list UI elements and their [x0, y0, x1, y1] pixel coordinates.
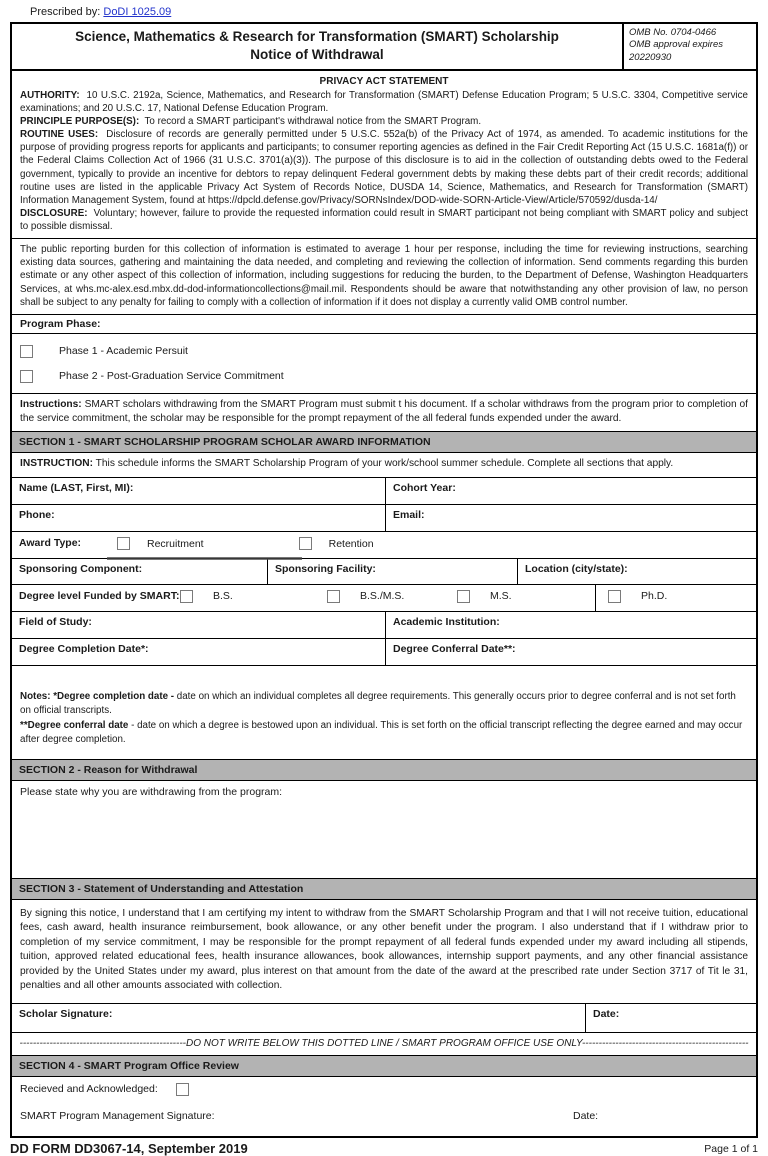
burden-text: The public reporting burden for this collection of information is estimated to average 1 hour per response, including the time for reviewing instructions, searching existing data sources, gathering and maintaining the data needed, and completing and reviewing the collection of information. Send comments regarding this burden estimate or any other aspect of this collection of information, including suggestions for reducing the burden, to the Department of Defense, Washington Headquarters Services, at whs.mc-alex.esd.mbx.dd-dod-informationcollections@mail.mil. Respondents should be aware that notwithstanding any other provision of law, no person shall be subject to any penalty for failing to comply with a collection of information if it does not display a currently valid OMB control number. [20, 244, 748, 308]
email-field[interactable]: Email: [385, 505, 756, 531]
degree-phd-label: Ph.D. [641, 590, 668, 603]
degree-level-label: Degree level Funded by SMART: [19, 590, 180, 603]
purpose-label: PRINCIPLE PURPOSE(S): [20, 116, 140, 128]
burden-statement [12, 238, 756, 314]
phase1-option [20, 345, 748, 358]
program-phase-label: Program Phase: [12, 314, 756, 333]
scholar-signature-row [12, 1003, 756, 1032]
degree-level-row [12, 584, 756, 611]
attestation-statement: By signing this notice, I understand that I am certifying my intent to withdraw from the SMART Scholarship Program and that I will not receive tuition, educational fees, cash award, health insurance reimbursement, book allowance, or any other benefit under the program. I also understand that if I withdraw prior to completion of my service commitment, I may be responsible for the prompt repayment of all federal funds expended under my award including all stipends, tuition, approved related educational fees, health insurance allowances, book allowances, internship support payments, and any other financial assistance provided by the United States under my award, plus interest on that amount from the date of the award at the prescribed rate under Section 3717 of Tit le 31, penalties and all other amounts associated with collection. [20, 907, 748, 992]
received-checkbox[interactable] [176, 1083, 189, 1096]
award-recruitment-checkbox[interactable] [117, 537, 130, 550]
degree-dates-row [12, 638, 756, 665]
received-acknowledged-label: Recieved and Acknowledged: [20, 1083, 158, 1096]
degree-bs-checkbox[interactable] [180, 590, 193, 603]
phone-email-row [12, 504, 756, 531]
name-field[interactable]: Name (LAST, First, MI): [19, 482, 134, 495]
omb-number: OMB No. 0704-0466 [629, 27, 717, 38]
section4-header: SECTION 4 - SMART Program Office Review [12, 1055, 756, 1077]
omb-expires-date: 20220930 [629, 51, 672, 63]
privacy-purpose [20, 115, 748, 128]
instructions-text: SMART scholars withdrawing from the SMART Program must submit t his document. If a scholar withdraws from the program prior to completion of the service commitment, the scholar may be responsible for the prompt repayment of the all federal funds expended under the award. [20, 398, 748, 424]
degree-ms-option [457, 585, 595, 611]
form-header [12, 24, 756, 69]
mgmt-signature-field[interactable]: SMART Program Management Signature: [20, 1109, 215, 1122]
phase2-checkbox[interactable] [20, 370, 33, 383]
retention-option [299, 537, 374, 550]
notes-bold2: **Degree conferral date [20, 719, 129, 731]
phase2-label: Phase 2 - Post-Graduation Service Commitment [59, 370, 284, 383]
page-indicator: Page 1 of 1 [704, 1142, 758, 1155]
instructions-paragraph [12, 393, 756, 432]
degree-phd-option [595, 585, 756, 611]
routine-uses-text: Disclosure of records are generally permitted under 5 U.S.C. 552a(b) of the Privacy Act of 1974, as amended. To academic institutions for the purpose of providing progress reports for applicants and participants; to consumer reporting agencies as defined in the Fair Credit Reporting Act (15 U.S.C. 1681a(f)) or the Federal Claims Collection Act of 1966 (31 U.S.C. 3701(a)(3)). The purpose of this disclosure is to aid in the collection of outstanding debts owed to the Federal government, typically to provide an incentive for debtors to repay delinquent Federal government debts by making these debts part of their credit records; additional routine uses are listed in the applicable Privacy Act System of Records Notice, DUSDA 14, Science, Mathematics, and Research for Transformation (SMART) Information Management System, found at https://dpcld.defense.gov/Privacy/SORNsIndex/DOD-wide-SORN-Article-View/Article/570592/dusda-14/ [20, 129, 748, 206]
phase2-option [20, 370, 748, 383]
recruitment-option [117, 537, 204, 550]
recruitment-label: Recruitment [147, 537, 204, 550]
degree-bs-label: B.S. [213, 590, 233, 603]
award-type-row [12, 531, 756, 558]
award-type-label: Award Type: [19, 537, 82, 550]
sponsoring-facility-field[interactable]: Sponsoring Facility: [267, 559, 517, 584]
cohort-year-field[interactable]: Cohort Year: [385, 478, 756, 504]
routine-uses-label: ROUTINE USES: [20, 129, 99, 141]
form-footer [10, 1141, 758, 1156]
degree-phd-checkbox[interactable] [608, 590, 621, 603]
purpose-text: To record a SMART participant's withdrawal notice from the SMART Program. [144, 116, 482, 128]
notes-block [12, 665, 756, 759]
section1-instruction-label: INSTRUCTION: [20, 458, 94, 470]
degree-bsms-label: B.S./M.S. [360, 590, 405, 603]
withdrawal-reason-prompt: Please state why you are withdrawing from the program: [20, 785, 283, 798]
degree-completion-field[interactable]: Degree Completion Date*: [19, 643, 149, 656]
degree-ms-checkbox[interactable] [457, 590, 470, 603]
form-number: DD FORM DD3067-14, September 2019 [10, 1140, 248, 1156]
name-cohort-row [12, 477, 756, 504]
sponsoring-component-field[interactable]: Sponsoring Component: [19, 563, 143, 576]
notes-text1: date on which an individual completes all degree requirements. This generally occurs prior to degree conferral and is not set forth on official transcripts. [20, 691, 736, 717]
mgmt-signature-date-field[interactable]: Date: [573, 1109, 599, 1122]
disclosure-label: DISCLOSURE: [20, 207, 88, 219]
degree-bs-option [180, 585, 327, 611]
phone-field[interactable]: Phone: [19, 509, 55, 522]
award-retention-checkbox[interactable] [299, 537, 312, 550]
form-container [10, 22, 758, 1138]
notes-text2: - date on which a degree is bestowed upon an individual. This is set forth on the official transcript reflecting the degree earned and may occur after degree completion. [20, 719, 743, 745]
privacy-heading: PRIVACY ACT STATEMENT [319, 76, 449, 88]
received-acknowledged-line [20, 1083, 748, 1096]
privacy-disclosure [20, 207, 748, 233]
authority-text: 10 U.S.C. 2192a, Science, Mathematics, and Research for Transformation (SMART) Defense Education Program; 5 U.S.C. 3304, Competitive service examinations; and 20 U.S.C. 17, National Defense Education Program. [20, 89, 748, 114]
section2-header: SECTION 2 - Reason for Withdrawal [12, 759, 756, 781]
phase1-label: Phase 1 - Academic Persuit [59, 345, 188, 358]
program-phase-options [12, 333, 756, 393]
disclosure-text: Voluntary; however, failure to provide the requested information could result in SMART participant not being compliant with SMART policy and subject to possible dismissal. [20, 207, 748, 233]
section1-header: SECTION 1 - SMART SCHOLARSHIP PROGRAM SCHOLAR AWARD INFORMATION [12, 431, 756, 453]
omb-expires-label: OMB approval expires [629, 39, 723, 51]
do-not-write-divider: --------------------------------------------------DO NOT WRITE BELOW THIS DOTTED LINE / SMART PROGRAM OFFICE USE ONLY-------------------------------------------------- [12, 1032, 756, 1055]
privacy-authority [20, 89, 748, 115]
withdrawal-reason-field[interactable] [12, 781, 756, 878]
notes-bold1: Notes: *Degree completion date - [20, 691, 175, 703]
academic-institution-field[interactable]: Academic Institution: [385, 612, 756, 638]
authority-label: AUTHORITY: [20, 89, 80, 101]
privacy-routine-uses [20, 128, 748, 207]
program-management-signature-line [20, 1110, 748, 1132]
scholar-signature-date-field[interactable]: Date: [585, 1004, 756, 1032]
scholar-signature-field[interactable]: Scholar Signature: [19, 1007, 113, 1020]
omb-box [622, 24, 756, 69]
dodi-link[interactable]: DoDI 1025.09 [103, 6, 172, 18]
prescribed-by-line [0, 0, 768, 22]
section4-body [12, 1077, 756, 1136]
degree-bsms-checkbox[interactable] [327, 590, 340, 603]
study-institution-row [12, 611, 756, 638]
field-of-study-field[interactable]: Field of Study: [19, 616, 92, 629]
section1-instruction-text: This schedule informs the SMART Scholarship Program of your work/school summer schedule. Complete all sections that apply. [95, 458, 674, 470]
retention-label: Retention [328, 537, 374, 550]
instructions-label: Instructions: [20, 398, 82, 410]
scan-artifact [107, 557, 302, 560]
form-title-line1: Science, Mathematics & Research for Transformation (SMART) Scholarship [75, 29, 559, 44]
section3-header: SECTION 3 - Statement of Understanding and Attestation [12, 878, 756, 900]
degree-conferral-field[interactable]: Degree Conferral Date**: [385, 639, 756, 665]
sponsoring-row [12, 558, 756, 584]
prescribed-by-label: Prescribed by: [30, 6, 101, 18]
privacy-act-statement [12, 69, 756, 238]
phase1-checkbox[interactable] [20, 345, 33, 358]
section1-instruction [12, 453, 756, 477]
degree-ms-label: M.S. [490, 590, 512, 603]
location-field[interactable]: Location (city/state): [517, 559, 756, 584]
form-title-line2: Notice of Withdrawal [250, 47, 384, 63]
form-title [12, 24, 622, 69]
degree-bsms-option [327, 585, 457, 611]
